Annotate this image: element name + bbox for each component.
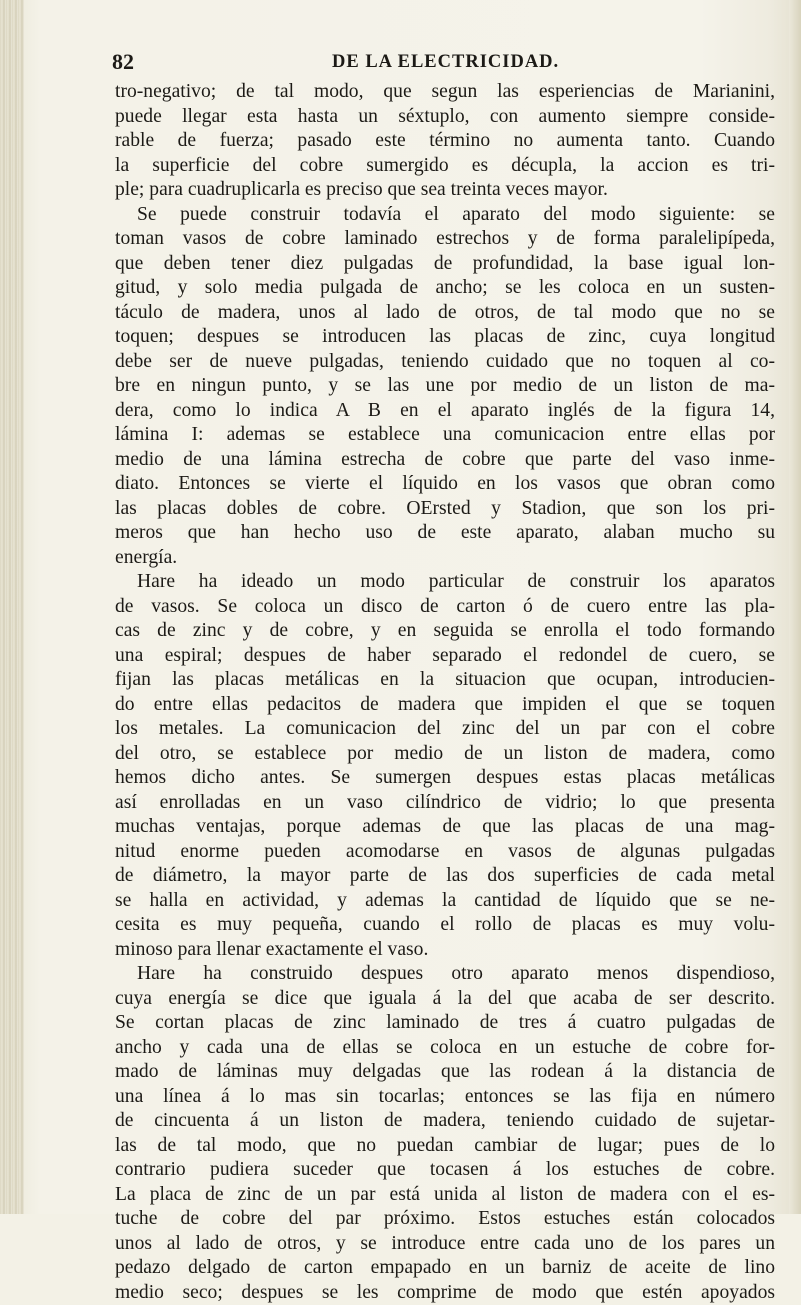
text-line: Se puede construir todavía el aparato del modo siguiente: se xyxy=(115,203,775,228)
text-line: los metales. La comunicacion del zinc del un par con el cobre xyxy=(115,717,775,742)
text-line: se halla en actividad, y ademas la cantidad de líquido que se ne- xyxy=(115,889,775,914)
text-line: las placas dobles de cobre. OErsted y Stadion, que son los pri- xyxy=(115,497,775,522)
text-line: Hare ha ideado un modo particular de construir los aparatos xyxy=(115,570,775,595)
text-line: lámina I: ademas se establece una comunicacion entre ellas por xyxy=(115,423,775,448)
text-line: mado de láminas muy delgadas que las rodean á la distancia de xyxy=(115,1060,775,1085)
text-line: do entre ellas pedacitos de madera que impiden el que se toquen xyxy=(115,693,775,718)
text-line: hemos dicho antes. Se sumergen despues estas placas metálicas xyxy=(115,766,775,791)
text-line: táculo de madera, unos al lado de otros, de tal modo que no se xyxy=(115,301,775,326)
text-line: las de tal modo, que no puedan cambiar de lugar; pues de lo xyxy=(115,1134,775,1159)
text-line: rable de fuerza; pasado este término no aumenta tanto. Cuando xyxy=(115,129,775,154)
text-line: una línea á lo mas sin tocarlas; entonces se las fija en número xyxy=(115,1085,775,1110)
text-line: de diámetro, la mayor parte de las dos superficies de cada metal xyxy=(115,864,775,889)
text-line: que deben tener diez pulgadas de profundidad, la base igual lon- xyxy=(115,252,775,277)
text-line: la superficie del cobre sumergido es décupla, la accion es tri- xyxy=(115,154,775,179)
text-line: dera, como lo indica A B en el aparato inglés de la figura 14, xyxy=(115,399,775,424)
text-line: medio seco; despues se les comprime de modo que estén apoyados xyxy=(115,1281,775,1305)
text-line: ple; para cuadruplicarla es preciso que sea treinta veces mayor. xyxy=(115,178,775,203)
text-line: debe ser de nueve pulgadas, teniendo cuidado que no toquen al co- xyxy=(115,350,775,375)
text-line: gitud, y solo media pulgada de ancho; se les coloca en un susten- xyxy=(115,276,775,301)
text-line: Se cortan placas de zinc laminado de tres á cuatro pulgadas de xyxy=(115,1011,775,1036)
running-title: DE LA ELECTRICIDAD. xyxy=(332,52,559,73)
text-line: ancho y cada una de ellas se coloca en un estuche de cobre for- xyxy=(115,1036,775,1061)
text-line: Hare ha construido despues otro aparato menos dispendioso, xyxy=(115,962,775,987)
binding-edge xyxy=(0,0,24,1214)
text-line: toquen; despues se introducen las placas de zinc, cuya longitud xyxy=(115,325,775,350)
text-line: La placa de zinc de un par está unida al liston de madera con el es- xyxy=(115,1183,775,1208)
text-line: tro-negativo; de tal modo, que segun las esperiencias de Marianini, xyxy=(115,80,775,105)
text-line: de cincuenta á un liston de madera, teniendo cuidado de sujetar- xyxy=(115,1109,775,1134)
text-line: toman vasos de cobre laminado estrechos y de forma paralelipípeda, xyxy=(115,227,775,252)
text-line: tuche de cobre del par próximo. Estos estuches están colocados xyxy=(115,1207,775,1232)
text-line: cas de zinc y de cobre, y en seguida se enrolla el todo formando xyxy=(115,619,775,644)
text-line: muchas ventajas, porque ademas de que las placas de una mag- xyxy=(115,815,775,840)
text-line: puede llegar esta hasta un séxtuplo, con aumento siempre conside- xyxy=(115,105,775,130)
text-line: cesita es muy pequeña, cuando el rollo de placas es muy volu- xyxy=(115,913,775,938)
text-line: diato. Entonces se vierte el líquido en los vasos que obran como xyxy=(115,472,775,497)
text-line: contrario pudiera suceder que tocasen á los estuches de cobre. xyxy=(115,1158,775,1183)
text-line: nitud enorme pueden acomodarse en vasos de algunas pulgadas xyxy=(115,840,775,865)
page-header xyxy=(112,43,780,79)
page-edge xyxy=(789,0,801,1214)
text-line: del otro, se establece por medio de un liston de madera, como xyxy=(115,742,775,767)
text-line: unos al lado de otros, y se introduce entre cada uno de los pares un xyxy=(115,1232,775,1257)
text-line: fijan las placas metálicas en la situacion que ocupan, introducien- xyxy=(115,668,775,693)
text-line: pedazo delgado de carton empapado en un barniz de aceite de lino xyxy=(115,1256,775,1281)
text-line: cuya energía se dice que iguala á la del que acaba de ser descrito. xyxy=(115,987,775,1012)
text-line: bre en ningun punto, y se las une por medio de un liston de ma- xyxy=(115,374,775,399)
page-number: 82 xyxy=(112,49,134,75)
text-line: de vasos. Se coloca un disco de carton ó de cuero entre las pla- xyxy=(115,595,775,620)
text-line: meros que han hecho uso de este aparato, alaban mucho su xyxy=(115,521,775,546)
text-line: minoso para llenar exactamente el vaso. xyxy=(115,938,775,963)
text-line: medio de una lámina estrecha de cobre que parte del vaso inme- xyxy=(115,448,775,473)
text-line: una espiral; despues de haber separado el redondel de cuero, se xyxy=(115,644,775,669)
text-line: energía. xyxy=(115,546,775,571)
text-line: así enrolladas en un vaso cilíndrico de vidrio; lo que presenta xyxy=(115,791,775,816)
body-text xyxy=(115,80,775,1305)
